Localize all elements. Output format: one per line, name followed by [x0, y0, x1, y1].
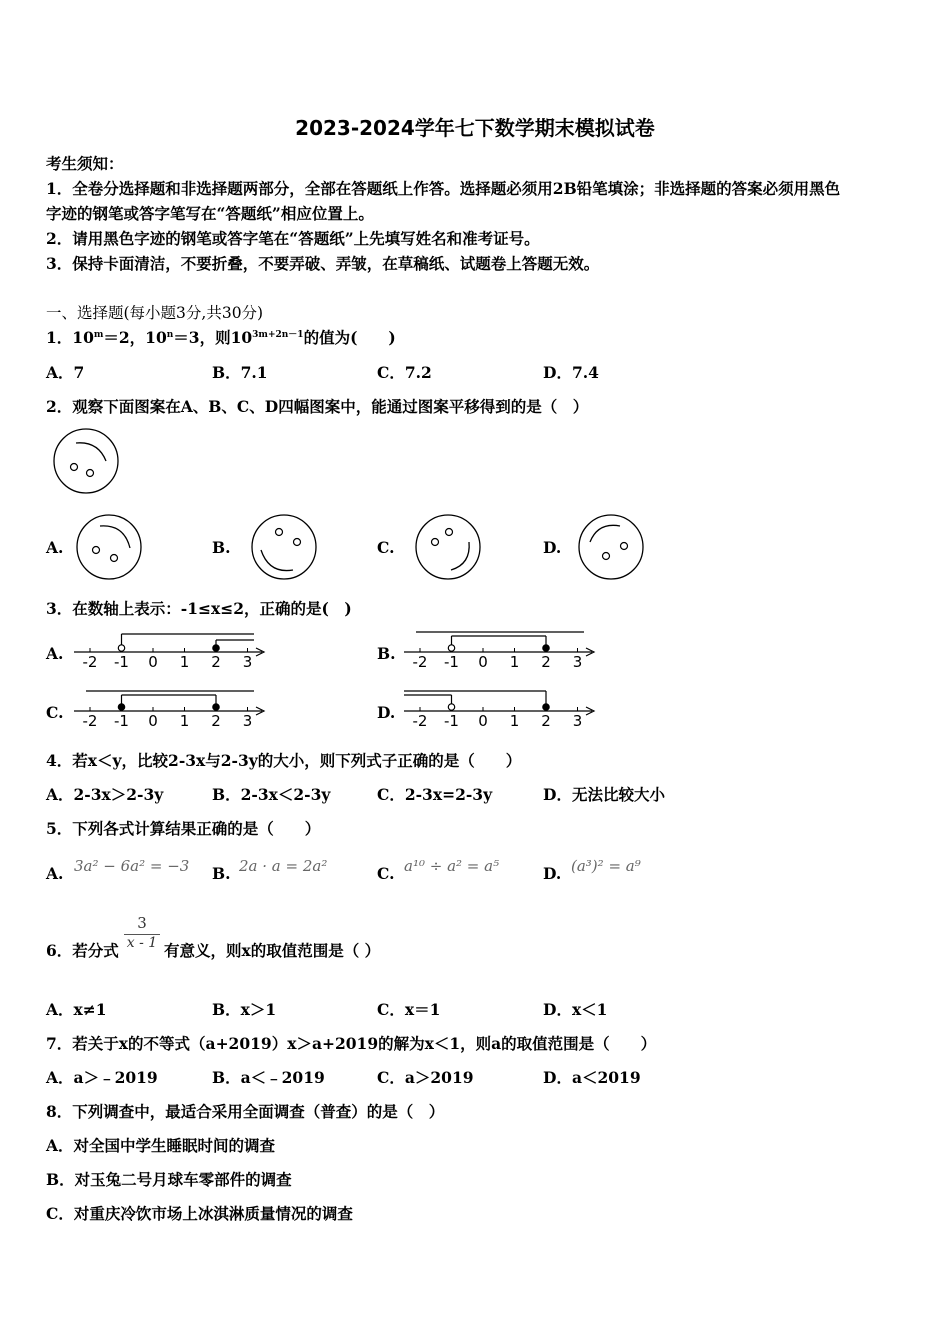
- q2-option-b-figure[interactable]: [249, 512, 319, 582]
- q2-stem: 2．观察下面图案在A、B、C、D四幅图案中，能通过图案平移得到的是（ ）: [46, 397, 589, 416]
- q5-option-d-expr: (a³)² = a⁹: [571, 857, 641, 875]
- q4-option-a[interactable]: A．2-3x＞2-3y: [46, 785, 164, 804]
- q5-option-b[interactable]: B.: [212, 864, 231, 883]
- q3-stem: 3．在数轴上表示：-1≤x≤2，正确的是( ): [46, 599, 352, 618]
- q6-stem-pre: 6．若分式: [46, 941, 119, 960]
- q4-option-c[interactable]: C．2-3x=2-3y: [377, 785, 493, 804]
- closed-dot: [543, 645, 549, 651]
- closed-dot: [543, 704, 549, 710]
- tick-label: 1: [509, 712, 520, 730]
- q5-option-c-expr: a¹⁰ ÷ a² = a⁵: [404, 857, 500, 875]
- tick-label: -1: [444, 653, 459, 671]
- q4-option-b[interactable]: B．2-3x＜2-3y: [212, 785, 331, 804]
- tick-label: 1: [179, 712, 190, 730]
- q3-option-d[interactable]: D.: [377, 703, 396, 722]
- q7-stem: 7．若关于x的不等式（a+2019）x＞a+2019的解为x＜1，则a的取值范围是（ ）: [46, 1034, 657, 1053]
- tick-label: 3: [572, 712, 583, 730]
- closed-dot: [213, 704, 219, 710]
- q6-fraction: [124, 914, 160, 951]
- tick-label: -1: [114, 712, 129, 730]
- q8-option-c[interactable]: C．对重庆冷饮市场上冰淇淋质量情况的调查: [46, 1204, 353, 1223]
- tick-label: 3: [242, 712, 253, 730]
- q2-option-a[interactable]: A.: [46, 538, 64, 557]
- tick-label: 0: [478, 712, 488, 730]
- tick-label: 2: [541, 712, 551, 730]
- tick-label: 2: [211, 653, 221, 671]
- q5-option-a-expr: 3a² − 6a² = −3: [74, 857, 190, 875]
- q6-stem-post: 有意义，则x的取值范围是（ ）: [164, 941, 381, 960]
- tick-label: -2: [412, 712, 428, 730]
- tick-label: -2: [82, 653, 98, 671]
- open-dot: [118, 645, 124, 651]
- q7-option-b[interactable]: B．a＜﹣2019: [212, 1068, 325, 1087]
- q2-option-c-figure[interactable]: [413, 512, 483, 582]
- q6-fraction-denominator: x - 1: [126, 935, 158, 951]
- q7-option-a[interactable]: A．a＞﹣2019: [46, 1068, 158, 1087]
- q1-option-a[interactable]: A．7: [46, 363, 85, 382]
- q3-option-b-number-line[interactable]: [402, 626, 602, 672]
- q4-stem: 4．若x＜y，比较2-3x与2-3y的大小，则下列式子正确的是（ ）: [46, 751, 522, 770]
- q3-option-d-number-line[interactable]: [402, 685, 602, 731]
- q3-option-a-number-line[interactable]: [72, 626, 272, 672]
- q6-option-a[interactable]: A．x≠1: [46, 1000, 107, 1019]
- closed-dot: [213, 645, 219, 651]
- tick-label: 0: [148, 712, 158, 730]
- q2-original-figure: [50, 427, 122, 495]
- tick-label: -1: [114, 653, 129, 671]
- q4-option-d[interactable]: D．无法比较大小: [543, 785, 665, 804]
- q2-option-d-figure[interactable]: [576, 512, 646, 582]
- notice-item-1: 1．全卷分选择题和非选择题两部分，全部在答题纸上作答。选择题必须用2B铅笔填涂；非选择题的答案必须用黑色: [46, 179, 841, 198]
- tick-label: -2: [412, 653, 428, 671]
- q3-option-c[interactable]: C.: [46, 703, 64, 722]
- section-heading: 一、选择题(每小题3分,共30分): [46, 304, 264, 322]
- tick-label: 2: [541, 653, 551, 671]
- q5-option-a[interactable]: A.: [46, 864, 64, 883]
- q3-option-b[interactable]: B.: [377, 644, 396, 663]
- notice-item-1-cont: 字迹的钢笔或答字笔写在“答题纸”相应位置上。: [46, 204, 374, 223]
- q7-option-c[interactable]: C．a＞2019: [377, 1068, 474, 1087]
- q1-option-b[interactable]: B．7.1: [212, 363, 268, 382]
- tick-label: 1: [509, 653, 520, 671]
- q2-option-c[interactable]: C.: [377, 538, 395, 557]
- tick-label: -1: [444, 712, 459, 730]
- q6-fraction-numerator: 3: [137, 914, 147, 932]
- open-dot: [448, 645, 454, 651]
- q2-option-d[interactable]: D.: [543, 538, 562, 557]
- tick-label: 3: [242, 653, 253, 671]
- q5-stem: 5．下列各式计算结果正确的是（ ）: [46, 819, 321, 838]
- q8-option-a[interactable]: A．对全国中学生睡眠时间的调查: [46, 1136, 276, 1155]
- q8-stem: 8．下列调查中，最适合采用全面调查（普查）的是（ ）: [46, 1102, 445, 1121]
- open-dot: [448, 704, 454, 710]
- q1-option-c[interactable]: C．7.2: [377, 363, 432, 382]
- tick-label: 0: [148, 653, 158, 671]
- q3-option-a[interactable]: A.: [46, 644, 64, 663]
- q1-stem: 1．$10^m=2$，$10^n=3$，则$10^{3m+2n-1}$的值为( ): [46, 328, 396, 347]
- q8-option-b[interactable]: B．对玉兔二号月球车零部件的调查: [46, 1170, 292, 1189]
- tick-label: -2: [82, 712, 98, 730]
- q2-option-a-figure[interactable]: [74, 512, 144, 582]
- q7-option-d[interactable]: D．a＜2019: [543, 1068, 641, 1087]
- q6-option-d[interactable]: D．x＜1: [543, 1000, 608, 1019]
- tick-label: 3: [572, 653, 583, 671]
- q2-option-b[interactable]: B.: [212, 538, 231, 557]
- notice-heading: 考生须知：: [46, 154, 124, 173]
- q6-option-b[interactable]: B．x＞1: [212, 1000, 277, 1019]
- q5-option-b-expr: 2a · a = 2a²: [239, 857, 328, 875]
- notice-item-2: 2．请用黑色字迹的钢笔或答字笔在“答题纸”上先填写姓名和准考证号。: [46, 229, 540, 248]
- q3-option-c-number-line[interactable]: [72, 685, 272, 731]
- tick-label: 1: [179, 653, 190, 671]
- notice-item-3: 3．保持卡面清洁，不要折叠，不要弄破、弄皱，在草稿纸、试题卷上答题无效。: [46, 254, 600, 273]
- q5-option-c[interactable]: C.: [377, 864, 395, 883]
- closed-dot: [118, 704, 124, 710]
- q1-option-d[interactable]: D．7.4: [543, 363, 599, 382]
- tick-label: 2: [211, 712, 221, 730]
- page-title: 2023-2024学年七下数学期末模拟试卷: [295, 116, 655, 140]
- tick-label: 0: [478, 653, 488, 671]
- q6-option-c[interactable]: C．x＝1: [377, 1000, 441, 1019]
- q5-option-d[interactable]: D.: [543, 864, 562, 883]
